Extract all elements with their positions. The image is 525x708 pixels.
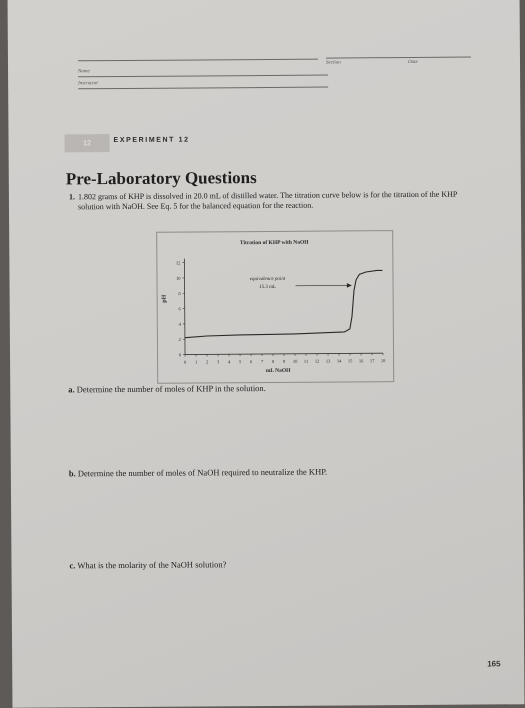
page-number: 165: [487, 659, 500, 668]
x-tick-label: 1: [195, 359, 197, 364]
name-label: Name: [78, 69, 90, 74]
x-tick-label: 3: [217, 359, 220, 364]
date-line: [326, 57, 471, 59]
question-1c-text: What is the molarity of the NaOH solution?: [77, 559, 226, 570]
worksheet-page: [8, 0, 525, 708]
question-1a: [68, 383, 266, 394]
x-tick-label: 8: [272, 359, 275, 364]
question-1b-text: Determine the number of moles of NaOH required to neutralize the KHP.: [78, 467, 327, 479]
x-tick-label: 4: [228, 359, 231, 364]
question-1a-text: Determine the number of moles of KHP in the solution.: [77, 383, 266, 394]
annotation-line-1: equivalence point: [250, 277, 286, 282]
question-1-text: 1.802 grams of KHP is dissolved in 20.0 mL of distilled water. The titration curve below is for the titration of the KHP solution with NaOH. See Eq. 5 for the balanced equation for the reaction.: [69, 190, 479, 213]
x-tick-label: 10: [293, 359, 298, 364]
y-tick-label: 12: [176, 260, 181, 265]
question-1c: [69, 559, 226, 570]
y-tick-label: 0: [179, 352, 182, 357]
question-1a-letter: a.: [68, 384, 74, 394]
x-tick-label: 9: [283, 359, 286, 364]
question-1b: [69, 467, 327, 479]
x-tick-label: 11: [304, 359, 308, 364]
experiment-number: 12: [83, 140, 91, 147]
x-tick-label: 6: [250, 359, 253, 364]
x-tick-label: 15: [348, 358, 353, 363]
chart-ylabel: pH: [162, 294, 168, 302]
x-tick-label: 16: [359, 358, 364, 363]
question-1: [69, 190, 479, 213]
x-tick-label: 18: [381, 358, 386, 363]
x-tick-label: 5: [239, 359, 242, 364]
y-axis: [184, 259, 185, 355]
experiment-label: EXPERIMENT 12: [114, 137, 190, 145]
experiment-number-box: [64, 134, 109, 152]
instructor-line: [78, 87, 328, 90]
section-line: [78, 59, 318, 62]
chart-title: Titration of KHP with NaOH: [240, 240, 309, 246]
x-tick-label: 2: [206, 359, 208, 364]
y-tick-label: 4: [179, 322, 182, 327]
question-1c-letter: c.: [69, 560, 75, 570]
x-tick-label: 12: [315, 359, 320, 364]
x-tick-label: 14: [337, 358, 342, 363]
chart-xlabel: mL NaOH: [266, 368, 291, 374]
titration-chart-svg: [157, 231, 393, 383]
y-tick-label: 2: [179, 337, 181, 342]
page-title: Pre-Laboratory Questions: [66, 168, 257, 189]
annotation-arrowhead: [347, 283, 352, 288]
annotation-line-2: 15.3 mL: [259, 285, 276, 290]
date-label: Date: [408, 60, 418, 65]
y-tick-label: 6: [178, 306, 181, 311]
section-label: Section: [326, 60, 341, 65]
titration-chart: [156, 230, 394, 384]
y-tick-label: 8: [178, 291, 181, 296]
question-1-number: 1.: [69, 192, 75, 202]
name-line: [78, 75, 328, 78]
question-1b-letter: b.: [69, 468, 76, 478]
x-tick-label: 13: [326, 359, 331, 364]
x-tick-label: 17: [370, 358, 375, 363]
x-tick-label: 0: [184, 360, 187, 365]
instructor-label: Instructor: [78, 81, 98, 86]
y-tick-label: 10: [176, 276, 181, 281]
x-tick-label: 7: [261, 359, 264, 364]
